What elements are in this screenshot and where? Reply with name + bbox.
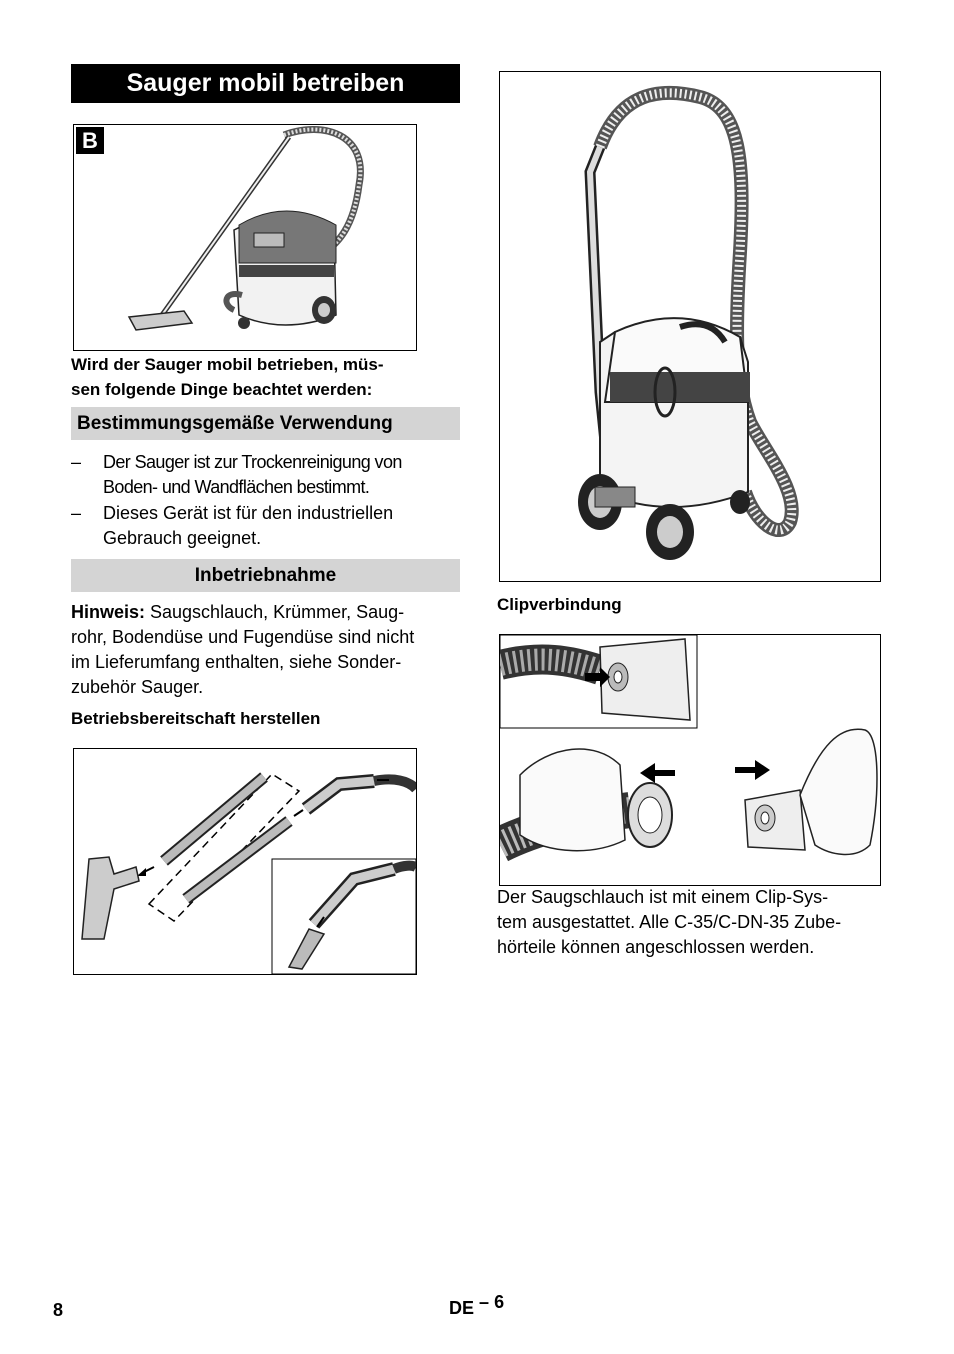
note-text: zubehör Sauger.	[71, 677, 204, 697]
clip-text-line: Der Saugschlauch ist mit einem Clip-Sys-	[497, 887, 829, 907]
figure-vacuum-cart	[499, 71, 881, 582]
intro-line: Wird der Sauger mobil betrieben, müs-	[71, 355, 384, 374]
list-item-line: Boden- und Wandflächen bestimmt.	[103, 477, 370, 497]
clip-heading: Clipverbindung	[497, 595, 622, 614]
page-title: Sauger mobil betreiben	[71, 64, 460, 103]
footer-sub-page: 6	[494, 1292, 505, 1312]
clip-text-line: hörteile können angeschlossen werden.	[497, 937, 815, 957]
footer-lang: DE	[449, 1298, 475, 1318]
list-item-line: Gebrauch geeignet.	[103, 528, 262, 548]
footer-separator: –	[479, 1292, 490, 1312]
section-heading-label: Inbetriebnahme	[194, 565, 337, 586]
clip-text-line: tem ausgestattet. Alle C-35/C-DN-35 Zube-	[497, 912, 842, 932]
figure-clip-connection	[499, 634, 881, 886]
subheading-ready: Betriebsbereitschaft herstellen	[71, 709, 321, 728]
list-item-line: Dieses Gerät ist für den industriellen	[103, 503, 394, 523]
figure-vacuum-mobile	[73, 124, 417, 351]
figure-badge: B	[76, 127, 104, 154]
list-item-line: Der Sauger ist zur Trockenreinigung von	[103, 452, 402, 472]
clip-paragraph	[497, 885, 897, 960]
figure-assembly	[73, 748, 417, 975]
note-paragraph	[71, 600, 471, 700]
footer-page-label	[449, 1292, 505, 1319]
intro-line: sen folgende Dinge beachtet werden:	[71, 380, 373, 399]
section-heading-start	[71, 559, 460, 592]
note-text: Saugschlauch, Krümmer, Saug-	[145, 602, 405, 622]
list-dash: –	[71, 503, 82, 523]
note-label: Hinweis:	[71, 602, 146, 622]
intro-text	[71, 352, 460, 402]
page-number: 8	[53, 1300, 64, 1320]
list-dash: –	[71, 452, 81, 472]
section-heading-use	[71, 407, 460, 440]
section-heading-label: Bestimmungsgemäße Verwendung	[77, 413, 393, 434]
note-text: rohr, Bodendüse und Fugendüse sind nicht	[71, 627, 415, 647]
note-text: im Lieferumfang enthalten, siehe Sonder-	[71, 652, 402, 672]
